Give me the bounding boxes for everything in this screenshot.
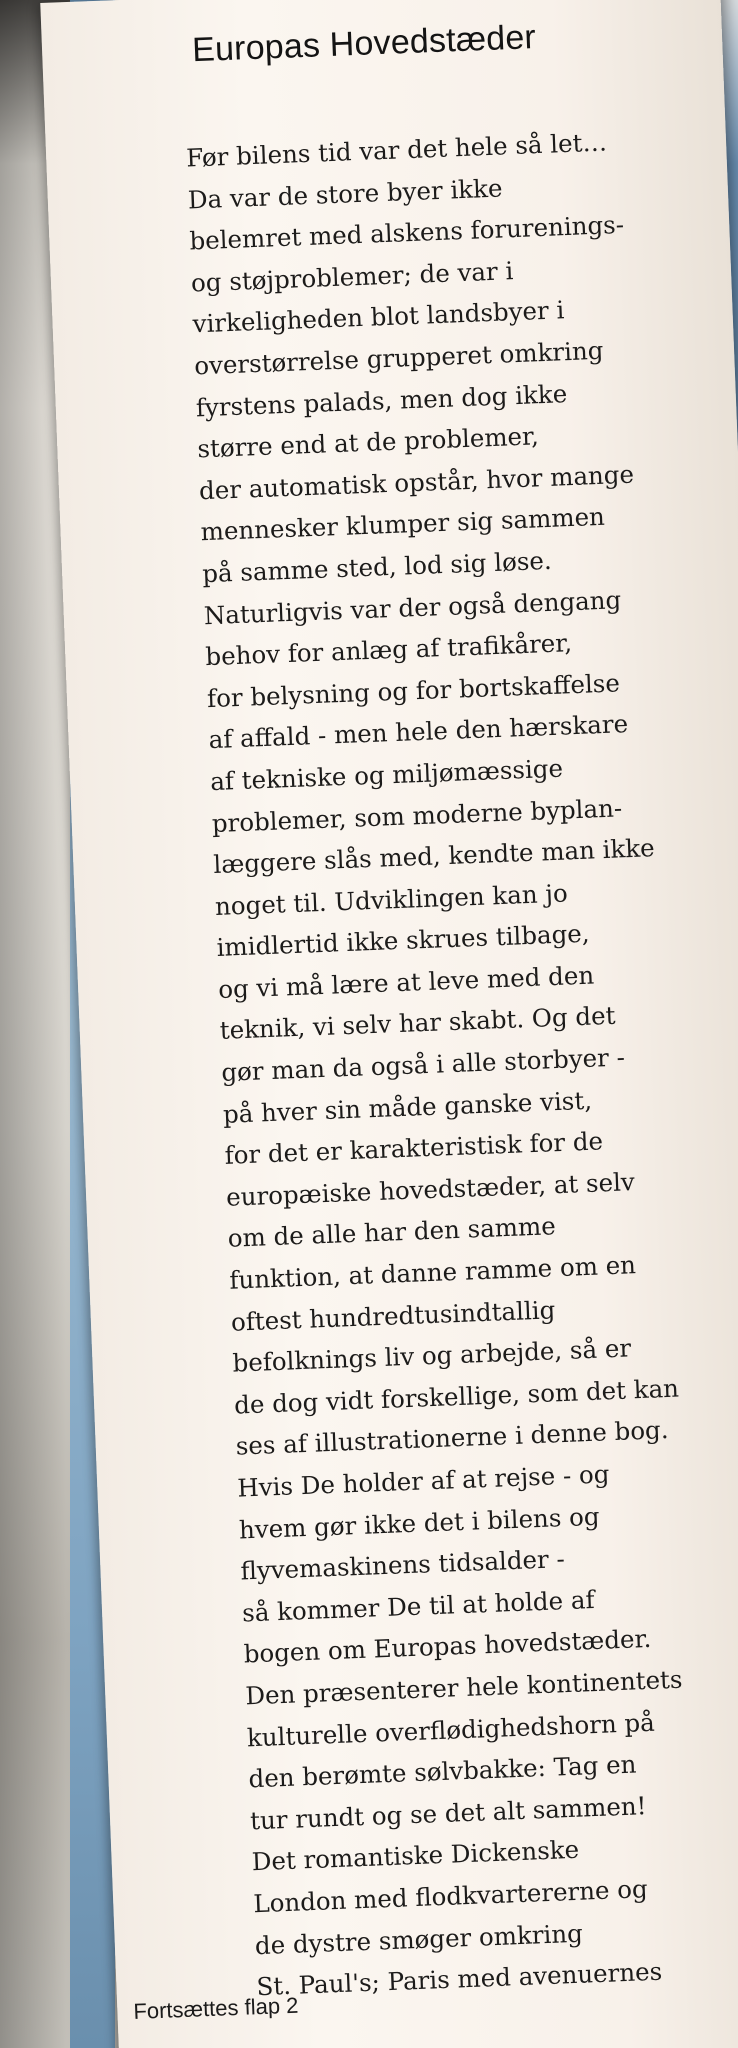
body-line: de dystre smøger omkring [254,1918,584,1960]
body-line: der automatisk opstår, hvor mange [198,459,635,506]
body-line: St. Paul's; Paris med avenuernes [256,1956,663,2002]
body-line: større end at de problemer, [196,421,540,464]
body-line: europæiske hovedstæder, at selv [225,1166,636,1212]
body-line: af affald - men hele den hærskare [208,709,629,755]
body-line: befolknings liv og arbejde, så er [232,1333,632,1378]
body-line: gør man da også i alle storbyer - [220,1042,626,1087]
body-line: Før bilens tid var det hele så let… [185,127,608,173]
body-line: tur rundt og se det alt sammen! [249,1790,647,1836]
continued-note: Fortsættes flap 2 [132,1992,299,2024]
body-line: Naturligvis var der også dengang [203,584,622,630]
body-line: de dog vidt forskellige, som det kan [233,1373,680,1420]
body-line: virkeligheden blot landsbyer i [192,295,565,339]
body-line: for belysning og for bortskaffelse [206,668,621,713]
body-line: funktion, at danne ramme om en [228,1250,637,1295]
body-line: for det er karakteristisk for de [224,1126,604,1171]
body-line: Det romantiske Dickenske [251,1835,580,1877]
body-line: problemer, som moderne byplan- [211,792,623,838]
body-line: oftest hundredtusindtallig [230,1294,556,1337]
body-line: London med flodkvartererne og [252,1874,649,1919]
body-line: teknik, vi selv har skabt. Og det [219,1001,616,1046]
body-line: Da var de store byer ikke [187,173,503,215]
body-line: belemret med alskens forurenings- [188,210,625,256]
body-line: flyvemaskinens tidsalder - [240,1544,566,1586]
body-line: af tekniske og miljømæssige [209,753,564,796]
body-line: fyrstens palads, men dog ikke [195,378,568,422]
body-line: overstørrelse grupperet omkring [193,335,604,381]
body-line: og vi må lære at leve med den [217,960,595,1004]
body-line: læggere slås med, kendte man ikke [212,833,656,880]
body-line: kulturelle overflødighedshorn på [246,1707,656,1752]
body-line: på hver sin måde ganske vist, [222,1085,593,1129]
flap-title: Europas Hovedstæder [191,18,537,70]
dust-jacket-flap [40,0,738,2048]
body-line: behov for anlæg af trafikårer, [204,628,573,672]
body-line: Hvis De holder af at rejse - og [236,1459,610,1503]
body-line: hvem gør ikke det i bilens og [238,1501,601,1545]
body-line: så kommer De til at holde af [241,1584,596,1628]
body-line: på samme sted, lod sig løse. [201,545,553,589]
body-line: bogen om Europas hovedstæder. [243,1624,652,1669]
body-line: om de alle har den samme [227,1211,557,1254]
body-line: mennesker klumper sig sammen [200,502,606,547]
body-line: og støjproblemer; de var i [190,255,514,298]
body-line: Den præsenterer hele kontinentets [244,1664,683,1711]
body-line: imidlertid ikke skrues tilbage, [216,918,591,963]
flap-body-text [186,118,738,2008]
body-line: den berømte sølvbakke: Tag en [248,1749,637,1794]
body-line: noget til. Udviklingen kan jo [214,878,569,921]
body-line: ses af illustrationerne i denne bog. [235,1415,670,1462]
